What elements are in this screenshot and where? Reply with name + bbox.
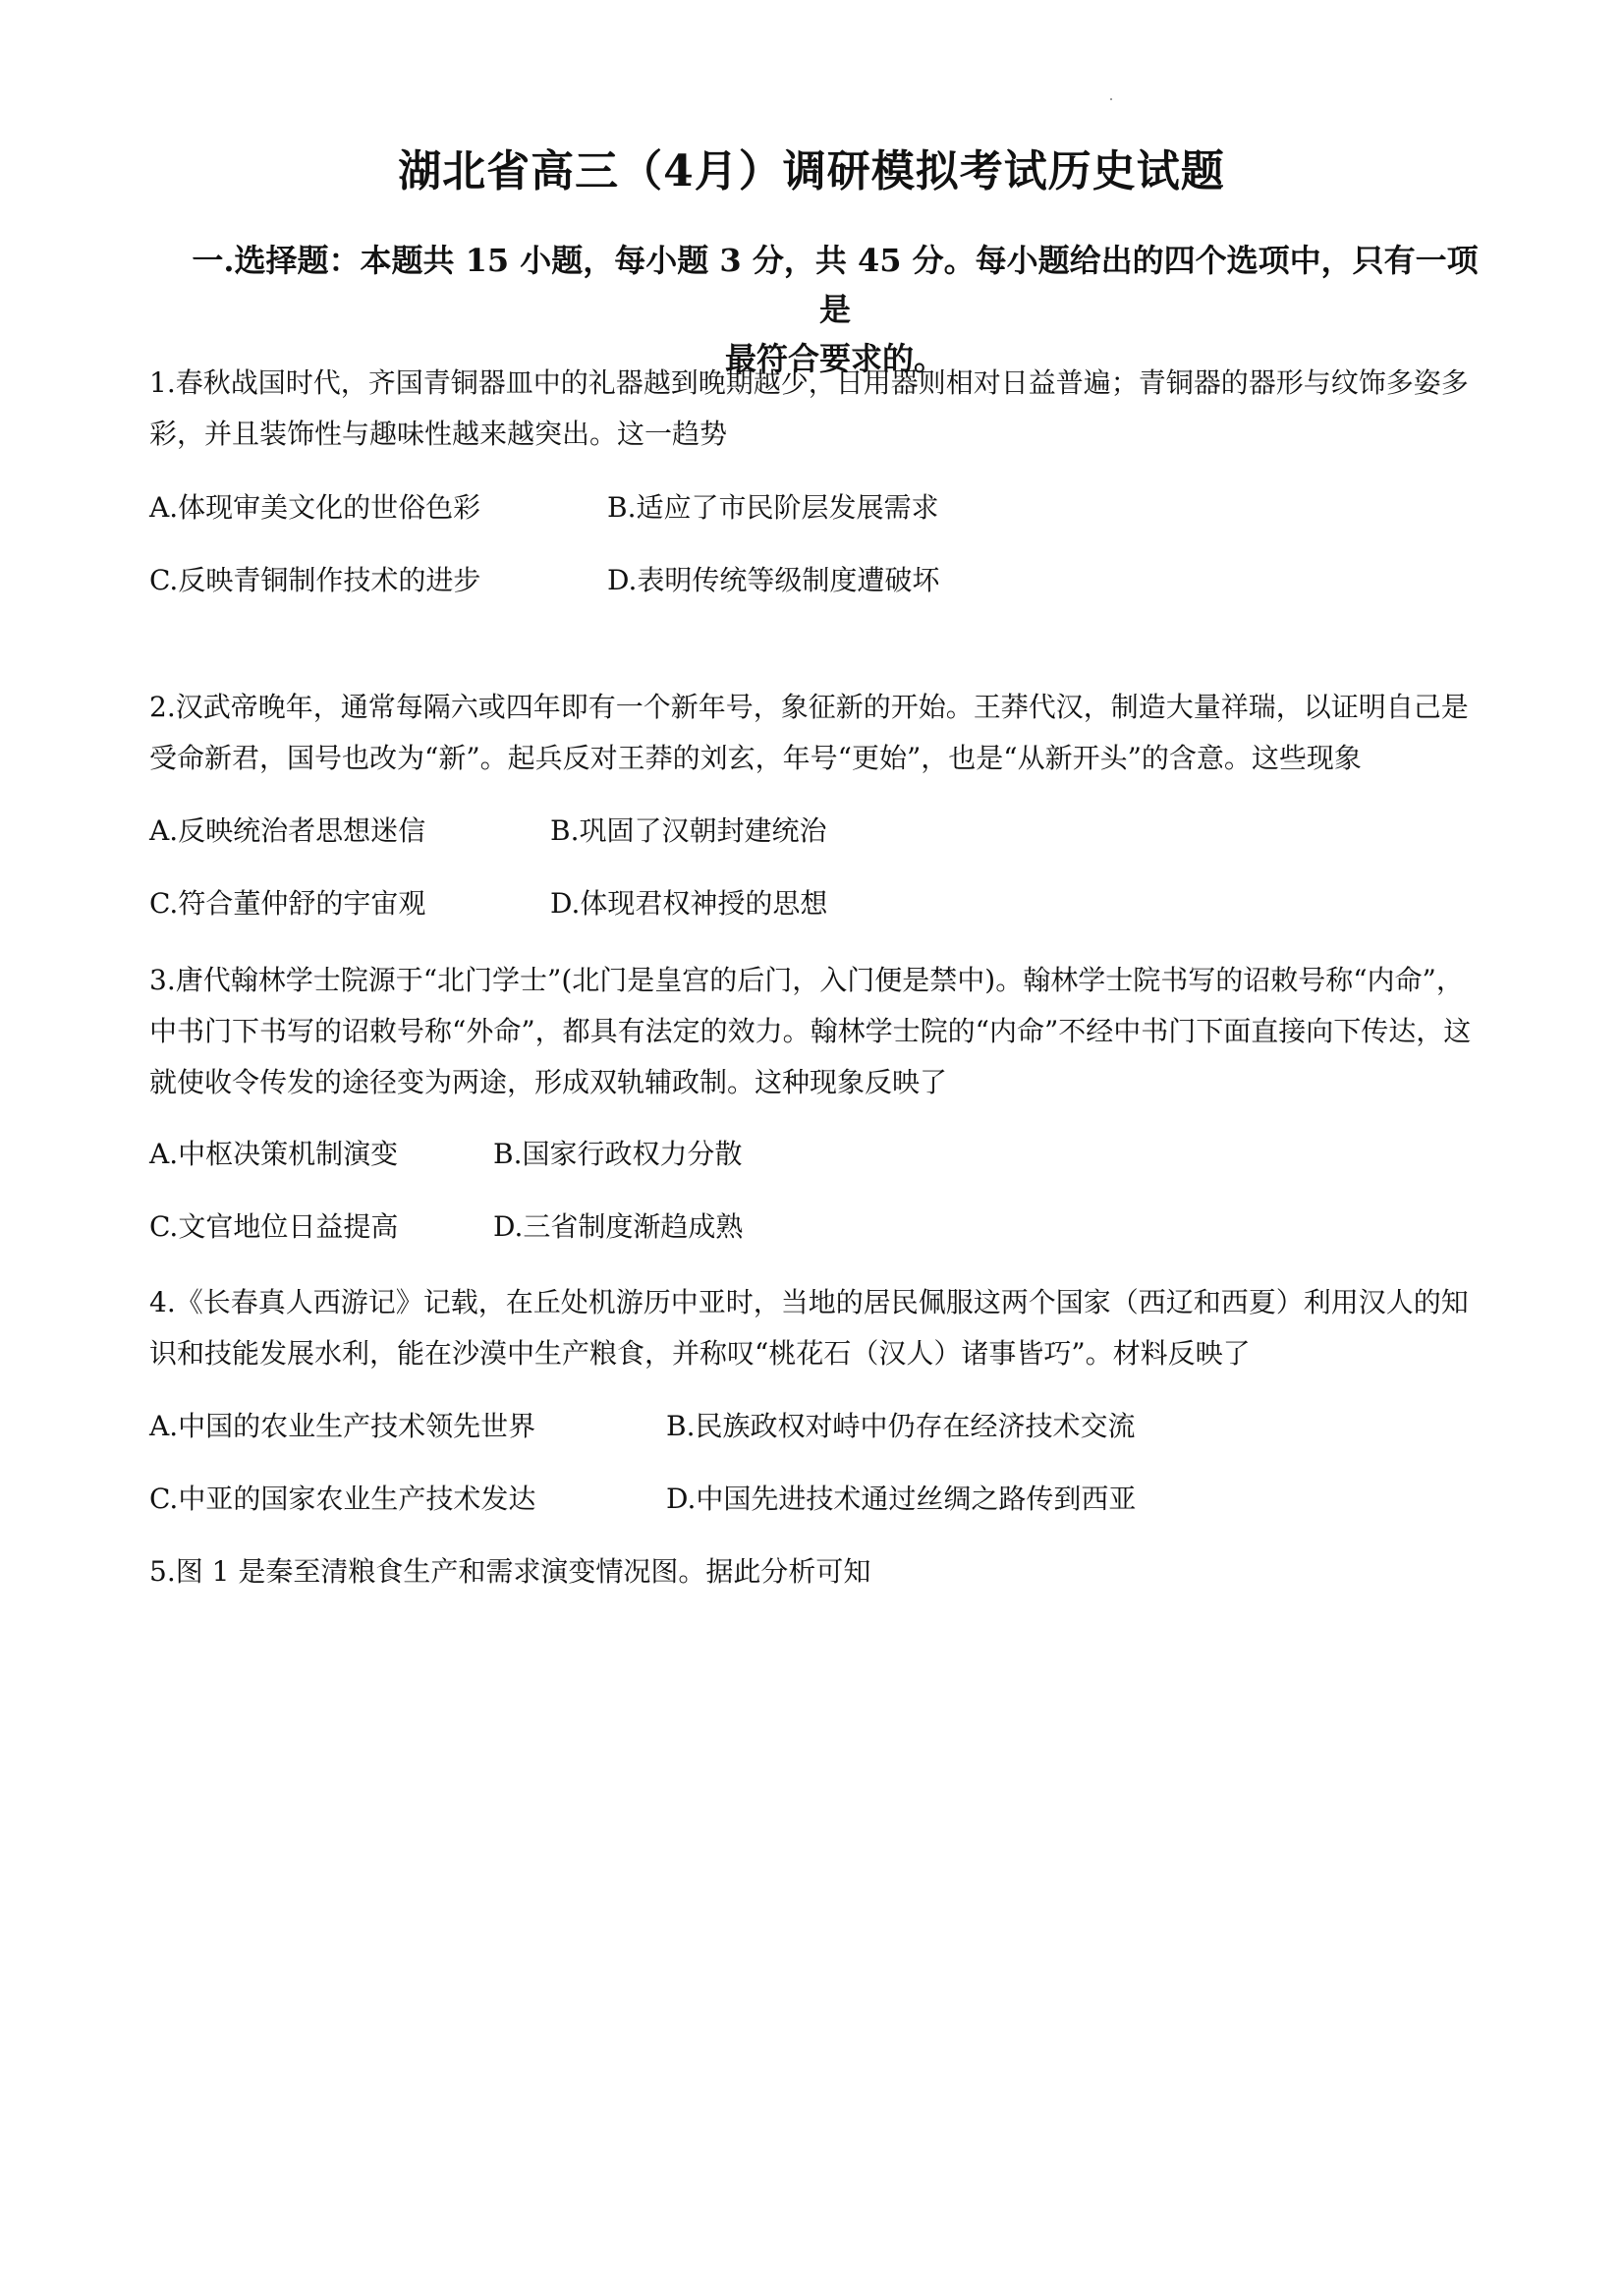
- question-1: [149, 358, 1485, 460]
- question-1-options: [149, 488, 1485, 634]
- option-a: A.反映统治者思想迷信: [149, 814, 426, 847]
- section-line-2: 最符合要求的。: [724, 340, 945, 377]
- options-row: [149, 1135, 1485, 1207]
- option-c: C.反映青铜制作技术的进步: [149, 564, 481, 596]
- section-line-1: 一.选择题：本题共 15 小题，每小题 3 分，共 45 分。每小题给出的四个选项中，只有一项是: [192, 242, 1479, 328]
- question-4-options: [149, 1407, 1485, 1552]
- question-2: [149, 682, 1485, 784]
- options-row: [149, 488, 1485, 561]
- question-3-options: [149, 1135, 1485, 1280]
- option-d: D.三省制度渐趋成熟: [493, 1210, 744, 1243]
- option-d: D.体现君权神授的思想: [550, 887, 828, 920]
- question-5: [149, 1546, 1485, 1597]
- question-4-stem: 4.《长春真人西游记》记载，在丘处机游历中亚时，当地的居民佩服这两个国家（西辽和西夏）利用汉人的知识和技能发展水利，能在沙漠中生产粮食，并称叹“桃花石（汉人）诸事皆巧”。材料反映了: [149, 1286, 1469, 1370]
- option-c: C.文官地位日益提高: [149, 1210, 399, 1243]
- option-b: B.国家行政权力分散: [493, 1138, 743, 1170]
- question-2-stem: 2.汉武帝晚年，通常每隔六或四年即有一个新年号，象征新的开始。王莽代汉，制造大量祥瑞，以证明自己是受命新君，国号也改为“新”。起兵反对王莽的刘玄，年号“更始”，也是“从新开头”的含意。这些现象: [149, 691, 1469, 774]
- option-a: A.中国的农业生产技术领先世界: [149, 1410, 536, 1442]
- options-row: [149, 1480, 1485, 1552]
- question-3: [149, 955, 1485, 1108]
- option-a: A.中枢决策机制演变: [149, 1138, 399, 1170]
- scan-speck: [1110, 98, 1112, 100]
- option-a: A.体现审美文化的世俗色彩: [149, 491, 481, 524]
- option-b: B.民族政权对峙中仍存在经济技术交流: [666, 1410, 1136, 1442]
- option-c: C.符合董仲舒的宇宙观: [149, 887, 426, 920]
- question-5-stem: 5.图 1 是秦至清粮食生产和需求演变情况图。据此分析可知: [149, 1555, 871, 1588]
- option-b: B.巩固了汉朝封建统治: [550, 814, 827, 847]
- question-1-stem: 1.春秋战国时代，齐国青铜器皿中的礼器越到晚期越少，日用器则相对日益普遍；青铜器的器形与纹饰多姿多彩，并且装饰性与趣味性越来越突出。这一趋势: [149, 366, 1469, 450]
- question-3-stem: 3.唐代翰林学士院源于“北门学士”(北门是皇宫的后门，入门便是禁中)。翰林学士院书写的诏敕号称“内命”，中书门下书写的诏敕号称“外命”，都具有法定的效力。翰林学士院的“内命”不经中书门下面直接向下传达，这就使收令传发的途径变为两途，形成双轨辅政制。这种现象反映了: [149, 964, 1472, 1098]
- option-c: C.中亚的国家农业生产技术发达: [149, 1483, 536, 1515]
- question-2-options: [149, 812, 1485, 957]
- option-d: D.中国先进技术通过丝绸之路传到西亚: [666, 1483, 1137, 1515]
- option-b: B.适应了市民阶层发展需求: [607, 491, 939, 524]
- question-4: [149, 1277, 1485, 1379]
- options-row: [149, 1407, 1485, 1480]
- page-title: 湖北省高三（4月）调研模拟考试历史试题: [398, 146, 1225, 196]
- option-d: D.表明传统等级制度遭破坏: [607, 564, 940, 596]
- options-row: [149, 884, 1485, 957]
- options-row: [149, 1207, 1485, 1280]
- options-row: [149, 561, 1485, 634]
- options-row: [149, 812, 1485, 884]
